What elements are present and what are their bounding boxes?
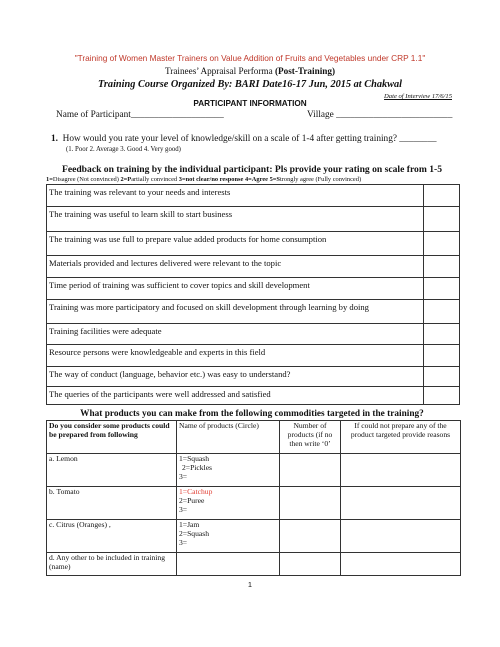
feedback-heading: Feedback on training by the individual participant: Pls provide your rating on scale from 1-5: [61, 164, 443, 175]
table-row: [47, 387, 460, 405]
scale-part: 3=not clear/no response 4=Agree 5=S: [178, 176, 280, 183]
table-row: [47, 520, 461, 553]
feedback-statement: The training was relevant to your needs and interests: [47, 185, 424, 207]
product-count-cell[interactable]: [280, 520, 341, 553]
product-option[interactable]: 2=Squash: [179, 529, 210, 538]
scale-part: 1=: [46, 176, 53, 183]
rating-cell[interactable]: [424, 367, 460, 387]
products-table: [46, 420, 461, 576]
scale-part: 2=P: [120, 176, 132, 183]
feedback-statement: The training was useful to learn skill to start business: [47, 207, 424, 232]
rating-cell[interactable]: [424, 345, 460, 367]
commodity-cell: d. Any other to be included in training (name): [47, 553, 177, 576]
column-header: If could not prepare any of the product targeted provide reasons: [341, 421, 461, 454]
document-title: "Training of Women Master Trainers on Value Addition of Fruits and Vegetables under CRP 1.1": [74, 53, 426, 63]
product-count-cell[interactable]: [280, 454, 341, 487]
rating-cell[interactable]: [424, 324, 460, 345]
commodity-cell: a. Lemon: [47, 454, 177, 487]
rating-cell[interactable]: [424, 278, 460, 300]
table-row: [47, 185, 460, 207]
question-1: [51, 134, 437, 144]
table-row: [47, 324, 460, 345]
product-option[interactable]: 2=Puree: [179, 496, 205, 505]
table-row: [47, 454, 461, 487]
rating-cell[interactable]: [424, 300, 460, 324]
date-of-interview: Date of Interview 17/6/15: [384, 93, 452, 100]
scale-part: artially convinced: [131, 176, 179, 183]
reason-cell[interactable]: [341, 553, 461, 576]
feedback-statement: Resource persons were knowledgeable and experts in this field: [47, 345, 424, 367]
commodity-cell: b. Tomato: [47, 487, 177, 520]
column-header: Name of products (Circle): [177, 421, 280, 454]
reason-cell[interactable]: [341, 487, 461, 520]
product-count-cell[interactable]: [280, 487, 341, 520]
scale-part: trongly agree (Fully convinced): [279, 176, 362, 183]
table-row: [47, 207, 460, 232]
rating-cell[interactable]: [424, 207, 460, 232]
products-cell: [177, 520, 280, 553]
feedback-statement: The training was use full to prepare value added products for home consumption: [47, 232, 424, 256]
table-row: [47, 367, 460, 387]
participant-village-field[interactable]: Village _________________________: [307, 110, 453, 120]
commodity-cell: c. Citrus (Oranges) ,: [47, 520, 177, 553]
table-row: [47, 232, 460, 256]
product-option[interactable]: 1=Squash: [179, 454, 210, 463]
question-1-number: 1.: [51, 134, 58, 144]
table-row: [47, 487, 461, 520]
rating-scale: [46, 176, 361, 183]
feedback-statement: The way of conduct (language, behavior etc.) was easy to understand?: [47, 367, 424, 387]
reason-cell[interactable]: [341, 520, 461, 553]
column-header: Number of products (if no then write ‘0’: [280, 421, 341, 454]
feedback-statement: Materials provided and lectures delivered were relevant to the topic: [47, 256, 424, 278]
subtitle-bold: (Post-Training): [274, 66, 336, 76]
products-heading: What products you can make from the following commodities targeted in the training?: [80, 409, 424, 419]
rating-cell[interactable]: [424, 232, 460, 256]
table-row: [47, 256, 460, 278]
rating-cell[interactable]: [424, 256, 460, 278]
table-row: [47, 300, 460, 324]
participant-heading: PARTICIPANT INFORMATION: [193, 99, 307, 108]
participant-name-field[interactable]: Name of Participant____________________: [56, 110, 224, 120]
table-row: [47, 553, 461, 576]
column-header: Do you consider some products could be prepared from following: [47, 421, 177, 454]
product-option[interactable]: 3=: [179, 472, 188, 481]
product-option[interactable]: 3=: [179, 538, 188, 547]
rating-cell[interactable]: [424, 387, 460, 405]
feedback-statement: Time period of training was sufficient to cover topics and skill development: [47, 278, 424, 300]
table-row: [47, 278, 460, 300]
feedback-statement: Training facilities were adequate: [47, 324, 424, 345]
page-number: 1: [247, 580, 253, 589]
reason-cell[interactable]: [341, 454, 461, 487]
rating-cell[interactable]: [424, 185, 460, 207]
product-option[interactable]: 1=Jam: [179, 520, 200, 529]
feedback-table: [46, 184, 460, 405]
product-option[interactable]: 1=Catchup: [179, 487, 213, 496]
table-header-row: [47, 421, 461, 454]
subtitle-text: Trainees’ Appraisal Performa: [164, 66, 275, 76]
course-info: Training Course Organized By: BARI Date16-17 Jun, 2015 at Chakwal: [98, 79, 402, 90]
question-1-text[interactable]: How would you rate your level of knowledge/skill on a scale of 1-4 after getting training? ________: [62, 134, 437, 144]
products-cell: [177, 487, 280, 520]
product-option[interactable]: 2=Pickles: [182, 463, 213, 472]
product-count-cell[interactable]: [280, 553, 341, 576]
products-cell[interactable]: [177, 553, 280, 576]
feedback-statement: The queries of the participants were well addressed and satisfied: [47, 387, 424, 405]
document-subtitle: [0, 66, 500, 76]
feedback-statement: Training was more participatory and focused on skill development through learning by doing: [47, 300, 424, 324]
table-row: [47, 345, 460, 367]
scale-part: Disagree (Not convinced): [52, 176, 121, 183]
question-1-options: (1. Poor 2. Average 3. Good 4. Very good): [66, 146, 181, 153]
products-cell: [177, 454, 280, 487]
product-option[interactable]: 3=: [179, 505, 188, 514]
